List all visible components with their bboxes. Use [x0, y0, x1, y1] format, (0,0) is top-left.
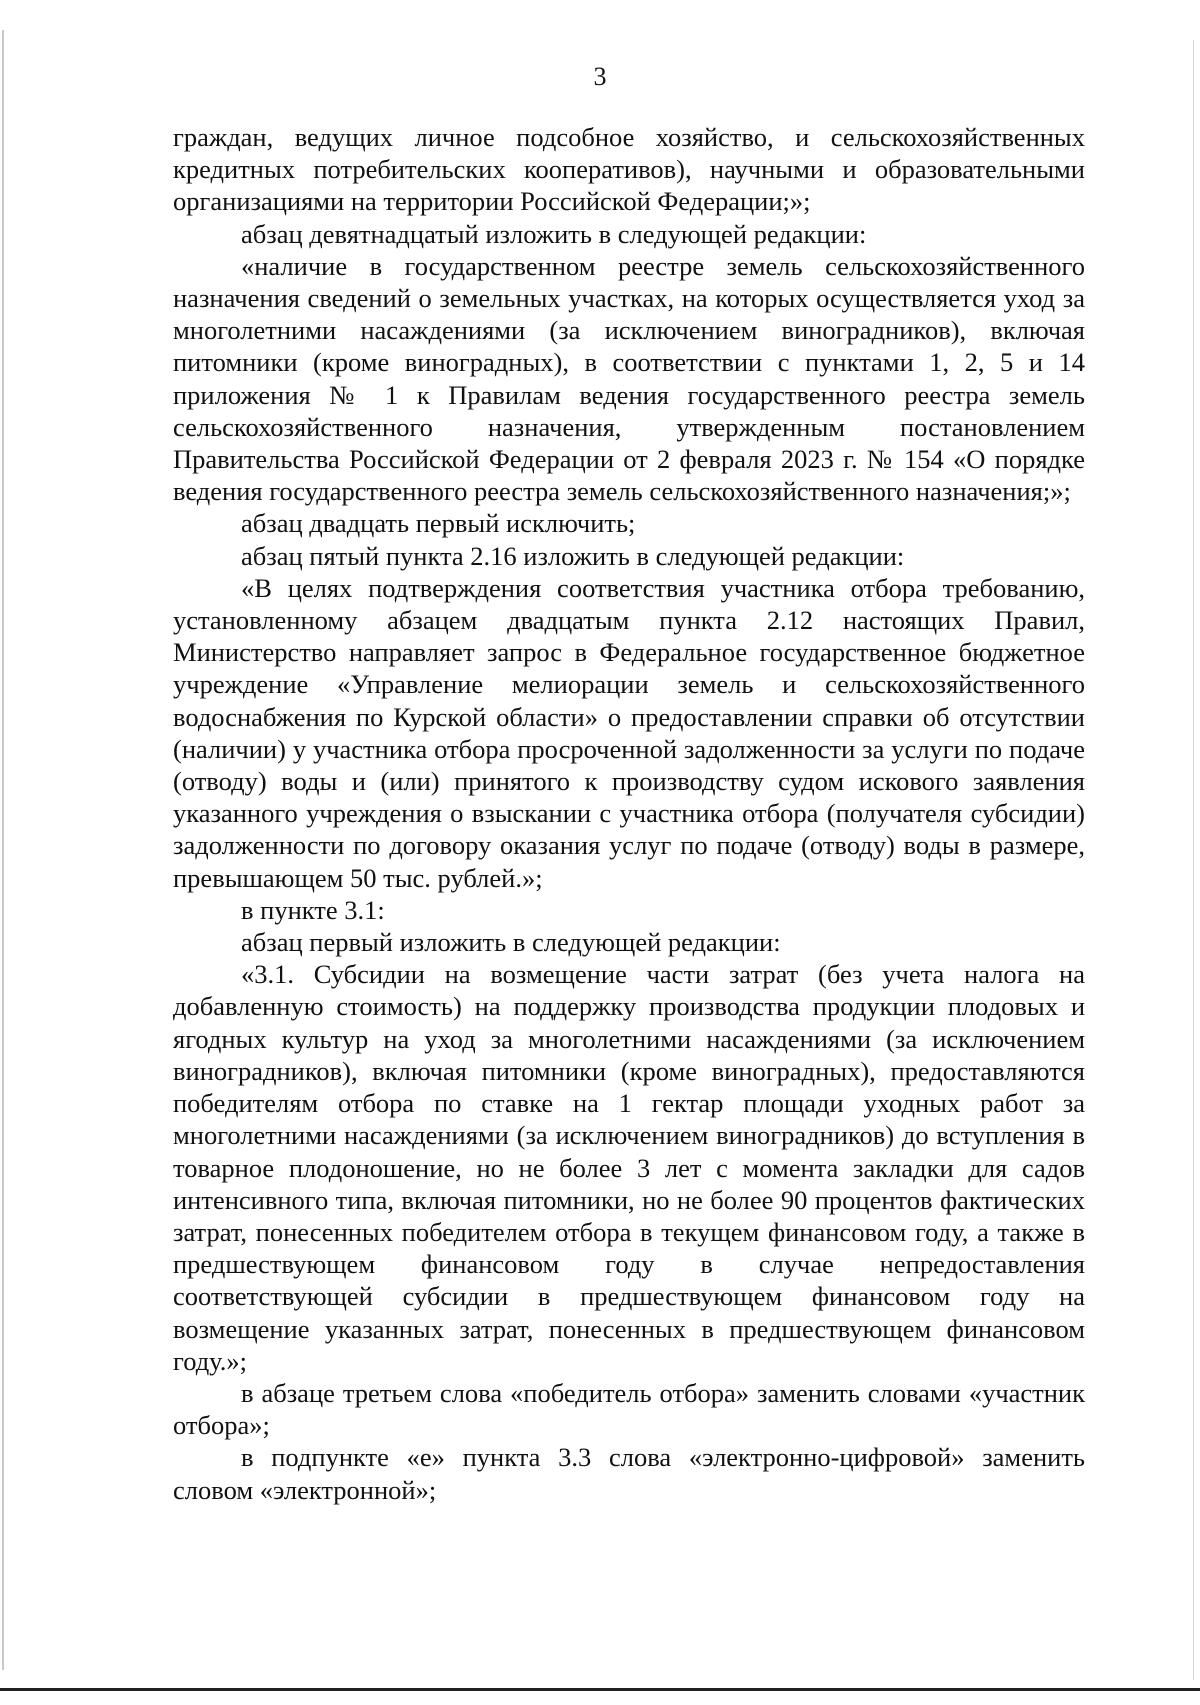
paragraph-11: в подпункте «е» пункта 3.3 слова «электронно-цифровой» заменить словом «электронной»; — [173, 1442, 1085, 1505]
scan-edge-right — [1193, 40, 1194, 1680]
paragraph-6: «В целях подтверждения соответствия участника отбора требованию, установленному абзацем двадцатым пункта 2.12 настоящих Правил, Министерство направляет запрос в Федеральное государственное бюджетное учреждение «Управление мелиорации земель и сельскохозяйственного водоснабжения по Курской области» о предоставлении справки об отсутствии (наличии) у участника отбора просроченной задолженности за услуги по подаче (отводу) воды и (или) принятого к производству судом искового заявления указанного учреждения о взыскании с участника отбора (получателя субсидии) задолженности по договору оказания услуг по подаче (отводу) воды в размере, превышающем 50 тыс. рублей.»; — [173, 572, 1085, 893]
scan-edge-left — [2, 30, 4, 1670]
paragraph-8: абзац первый изложить в следующей редакции: — [241, 927, 781, 958]
scan-bottom-edge — [0, 1688, 1200, 1691]
paragraph-2: абзац девятнадцатый изложить в следующей редакции: — [241, 218, 867, 249]
paragraph-3: «наличие в государственном реестре земель сельскохозяйственного назначения сведений о земельных участках, на которых осуществляется уход за многолетними насаждениями (за исключением виноградников), включая питомники (кроме виноградных), в соответствии с пунктами 1, 2, 5 и 14 приложения № 1 к Правилам ведения государственного реестра земель сельскохозяйственного назначения, утвержденным постановлением Правительства Российской Федерации от 2 февраля 2023 г. № 154 «О порядке ведения государственного реестра земель сельскохозяйственного назначения;»; — [173, 250, 1085, 507]
paragraph-1: граждан, ведущих личное подсобное хозяйство, и сельскохозяйственных кредитных потребительских кооперативов), научными и образовательными организациями на территории Российской Федерации;»; — [173, 122, 1085, 217]
document-body — [173, 121, 1085, 1506]
paragraph-7: в пункте 3.1: — [241, 894, 385, 925]
paragraph-5: абзац пятый пункта 2.16 изложить в следующей редакции: — [241, 540, 905, 571]
paragraph-4: абзац двадцать первый исключить; — [241, 508, 636, 539]
paragraph-10: в абзаце третьем слова «победитель отбора» заменить словами «участник отбора»; — [173, 1377, 1085, 1441]
page-number: 3 — [593, 62, 607, 91]
paragraph-9: «3.1. Субсидии на возмещение части затрат (без учета налога на добавленную стоимость) на поддержку производства продукции плодовых и ягодных культур на уход за многолетними насаждениями (за исключением виноградников), включая питомники (кроме виноградных), предоставляются победителям отбора по ставке на 1 гектар площади уходных работ за многолетними насаждениями (за исключением виноградников) до вступления в товарное плодоношение, но не более 3 лет с момента закладки для садов интенсивного типа, включая питомники, но не более 90 процентов фактических затрат, понесенных победителем отбора в текущем финансовом году, а также в предшествующем финансовом году в случае непредоставления соответствующей субсидии в предшествующем финансовом году на возмещение указанных затрат, понесенных в предшествующем финансовом году.»; — [173, 959, 1085, 1376]
